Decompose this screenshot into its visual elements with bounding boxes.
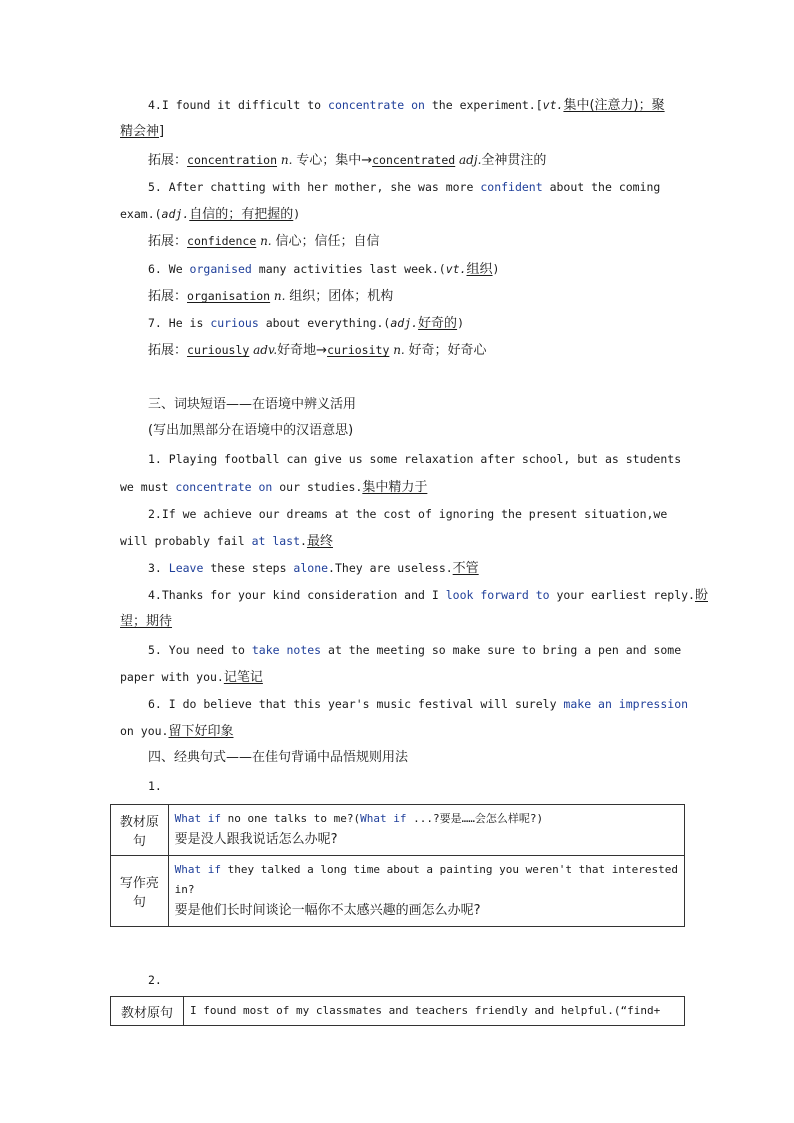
table-cell: What if they talked a long time about a painting you weren't that interested in? 要是他们长时间谈论一幅你不太感兴趣的画怎么办呢? [168, 856, 684, 927]
phrase-2-line1: 2.If we achieve our dreams at the cost of ignoring the present situation,we [148, 507, 668, 521]
table-row [111, 856, 685, 927]
table-header-cell: 教材原句 [111, 997, 184, 1026]
phrase-4-line2: 望；期待 [120, 614, 173, 629]
phrase-5-line1: 5. You need to take notes at the meeting so make sure to bring a pen and some [148, 643, 682, 657]
word-5-extension: 拓展：confidence n. 信心；信任；自信 [148, 234, 380, 249]
table-header-cell: 教材原句 [111, 805, 169, 856]
sentence-pattern-2-number: 2. [148, 973, 162, 987]
phrase-5-line2: paper with you.记笔记 [120, 670, 263, 685]
table-header-cell: 写作亮句 [111, 856, 169, 927]
section4-title: 四、经典句式——在佳句背诵中品悟规则用法 [148, 750, 409, 765]
table-cell: What if no one talks to me?(What if ...?要是……会怎么样呢?) 要是没人跟我说话怎么办呢? [168, 805, 684, 856]
word-6-extension: 拓展：organisation n. 组织；团体；机构 [148, 289, 394, 304]
word-6-sentence: 6. We organised many activities last week.(vt.组织) [148, 262, 500, 277]
section3-subtitle: (写出加黑部分在语境中的汉语意思) [148, 423, 354, 438]
sentence-pattern-1-number: 1. [148, 779, 162, 793]
sentence-pattern-1-table [110, 804, 685, 927]
phrase-3: 3. Leave these steps alone.They are useless.不管 [148, 561, 479, 576]
word-5-sentence-cont: exam.(adj.自信的；有把握的) [120, 207, 301, 222]
sentence-pattern-2-table [110, 996, 685, 1026]
table-row [111, 805, 685, 856]
phrase-6-line2: on you.留下好印象 [120, 724, 234, 739]
phrase-6-line1: 6. I do believe that this year's music festival will surely make an impression [148, 697, 689, 711]
word-4-extension: 拓展：concentration n. 专心；集中→concentrated adj.全神贯注的 [148, 153, 547, 168]
section3-title: 三、词块短语——在语境中辨义活用 [148, 397, 357, 412]
word-4-sentence-cont: 精会神] [120, 124, 165, 139]
phrase-1-line1: 1. Playing football can give us some relaxation after school, but as students [148, 452, 682, 466]
phrase-2-line2: will probably fail at last.最终 [120, 534, 333, 549]
table-cell: I found most of my classmates and teachers friendly and helpful.(“find+ [184, 997, 685, 1026]
table-row [111, 997, 685, 1026]
word-7-sentence: 7. He is curious about everything.(adj.好奇的) [148, 316, 464, 331]
word-4-sentence: 4.I found it difficult to concentrate on the experiment.[vt.集中(注意力)；聚 [148, 98, 665, 113]
word-7-extension: 拓展：curiously adv.好奇地→curiosity n. 好奇；好奇心 [148, 343, 487, 358]
word-5-sentence: 5. After chatting with her mother, she was more confident about the coming [148, 180, 661, 194]
phrase-4-line1: 4.Thanks for your kind consideration and I look forward to your earliest reply.盼 [148, 588, 708, 603]
phrase-1-line2: we must concentrate on our studies.集中精力于 [120, 480, 428, 495]
